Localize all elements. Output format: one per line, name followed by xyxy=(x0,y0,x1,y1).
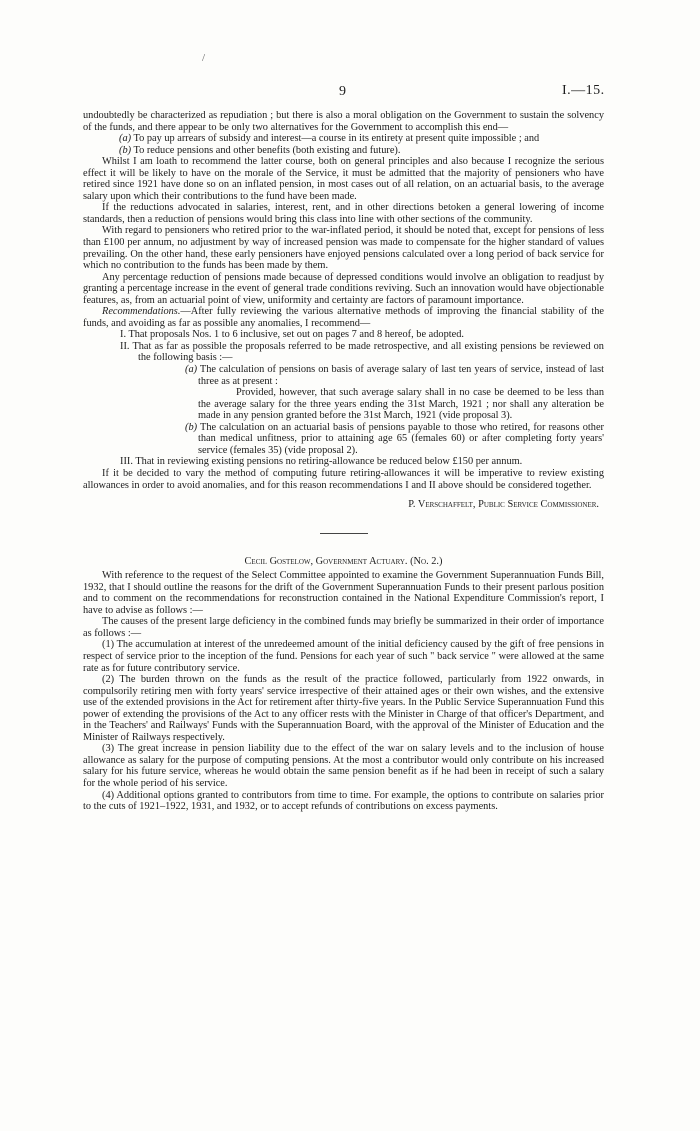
recommendation-2a-proviso: Provided, however, that such average salary shall in no case be deemed to be less than the average salary for the three years ending the 31st March, 1921 ; nor shall any alteration be made in any pension granted before the 31st March, 1921 (vide proposal 3). xyxy=(198,387,604,422)
recommendations-text: —After fully reviewing the various alternative methods of improving the financial stability of the funds, and avoiding as far as possible any anomalies, I recommend— xyxy=(83,306,604,329)
page-number: 9 xyxy=(339,84,346,99)
alternative-b-label: (b) xyxy=(119,144,132,156)
alternative-a xyxy=(83,133,604,145)
cause-4: (4) Additional options granted to contributors from time to time. For example, the options to contribute on salaries prior to the cuts of 1921–1922, 1931, and 1932, or to accept refunds of contributions on excess payments. xyxy=(83,789,604,813)
recommendation-2a xyxy=(83,364,604,387)
recommendation-2a-label: (a) xyxy=(185,364,198,376)
recommendation-3-label: III. xyxy=(120,456,133,468)
section-divider xyxy=(320,533,368,534)
recommendation-2b-text: The calculation on an actuarial basis of pensions payable to those who retired, for reasons other than medical unfitness, prior to attaining age 65 (females 60) or after completing forty years' service (females 35) (vide proposal 2). xyxy=(198,421,604,456)
recommendation-2-text: That as far as possible the proposals referred to be made retrospective, and all existing pensions be reviewed on the following basis :— xyxy=(132,340,604,364)
alternative-a-label: (a) xyxy=(119,133,132,145)
recommendation-1 xyxy=(83,329,604,341)
recommendation-2b-label: (b) xyxy=(185,421,198,433)
cause-1: (1) The accumulation at interest of the unredeemed amount of the initial deficiency caused by the gift of free pensions in respect of service prior to the inception of the fund. Pensions for each year of such " back service " were allowed at the same rate as for future contributory service. xyxy=(83,639,604,674)
paragraph: Whilst I am loath to recommend the latter course, both on general principles and also because I recognize the serious effect it will be likely to have on the morale of the Service, it must be admitted that the majority of pensioners who have retired since 1921 have done so on an inflated pension, in most cases out of all relation, on an actuarial basis, to the average salary upon which their contributions to the fund have been made. xyxy=(83,156,604,202)
cause-3: (3) The great increase in pension liability due to the effect of the war on salary levels and to the inclusion of house allowance as salary for the purpose of computing pensions. At the most a contributor would only contribute on his increased salary for his future service, whereas he would obtain the same pension benefit as if he had been in receipt of such a salary for the whole period of his service. xyxy=(83,743,604,789)
recommendations-intro xyxy=(83,306,604,329)
margin-mark: / xyxy=(202,52,206,64)
recommendation-1-text: That proposals Nos. 1 to 6 inclusive, set out on pages 7 and 8 hereof, be adopted. xyxy=(128,329,464,341)
cause-2: (2) The burden thrown on the funds as the result of the practice followed, particularly from 1922 onwards, in compulsorily retiring men with forty years' service irrespective of their attained ages or their own wishes, and the extensive use of the extended provisions in the Act for retirement after thirty-five years. In the Public Service Superannuation Fund this power of extending the provisions of the Act to any officer rests with the Minister in Charge of that officer's Department, and in the Teachers' and Railways' Funds with the Superannuation Board, with the approval of the Minister of Education and the Minister of Railways respectively. xyxy=(83,674,604,743)
alternative-a-text: To pay up arrears of subsidy and interest—a course in its entirety at present quite impossible ; and xyxy=(133,133,540,145)
paragraph: The causes of the present large deficiency in the combined funds may briefly be summarized in their order of importance as follows :— xyxy=(83,616,604,639)
paragraph: undoubtedly be characterized as repudiation ; but there is also a moral obligation on the Government to sustain the solvency of the funds, and there appear to be only two alternatives for the Government to accomplish this end— xyxy=(83,110,604,133)
recommendation-2a-text: The calculation of pensions on basis of average salary of last ten years of service, instead of last three as at present : xyxy=(198,364,604,387)
signature: P. Verschaffelt, Public Service Commissioner. xyxy=(408,499,599,511)
paragraph: If it be decided to vary the method of computing future retiring-allowances it will be imperative to review existing allowances in order to avoid anomalies, and for this reason recommendations I and II above should be considered together. xyxy=(83,467,604,491)
page-reference: I.—15. xyxy=(562,83,605,98)
section-heading: Cecil Gostelow, Government Actuary. (No. 2.) xyxy=(244,555,443,567)
paragraph: If the reductions advocated in salaries, interest, rent, and in other directions betoken a general lowering of income standards, then a reduction of pensions would bring this class into line with other sections of the community. xyxy=(83,202,604,225)
paragraph: Any percentage reduction of pensions made because of depressed conditions would involve an obligation to readjust by granting a percentage increase in the event of general trade conditions reviving. Such an innovation would have objectionable features, as, from an actuarial point of view, uniformity and certainty are factors of paramount importance. xyxy=(83,271,604,306)
recommendation-2-label: II. xyxy=(120,340,130,352)
document-body xyxy=(83,110,604,813)
recommendation-2b xyxy=(83,422,604,457)
paragraph: With regard to pensioners who retired prior to the war-inflated period, it should be noted that, except for pensions of less than £100 per annum, no adjustment by way of increased pension was made to compensate for the higher standard of values prevailing. On the other hand, these early pensioners have enjoyed pensions calculated over a long period of back service for which no contribution to the funds has been made by them. xyxy=(83,225,604,272)
paragraph: With reference to the request of the Select Committee appointed to examine the Government Superannuation Funds Bill, 1932, that I should outline the reasons for the drift of the Government Superannuation Funds to their present parlous position and to comment on the recommendations for reconstruction contained in the National Expenditure Commission's report, I have to advise as follows :— xyxy=(83,570,604,616)
recommendations-label: Recommendations. xyxy=(102,306,181,318)
alternative-b-text: To reduce pensions and other benefits (both existing and future). xyxy=(133,144,401,156)
alternative-b xyxy=(83,145,604,157)
recommendation-1-label: I. xyxy=(120,329,127,341)
recommendation-3-text: That in reviewing existing pensions no retiring-allowance be reduced below £150 per annum. xyxy=(135,456,523,468)
recommendation-2 xyxy=(83,341,604,364)
recommendation-3 xyxy=(83,456,604,468)
